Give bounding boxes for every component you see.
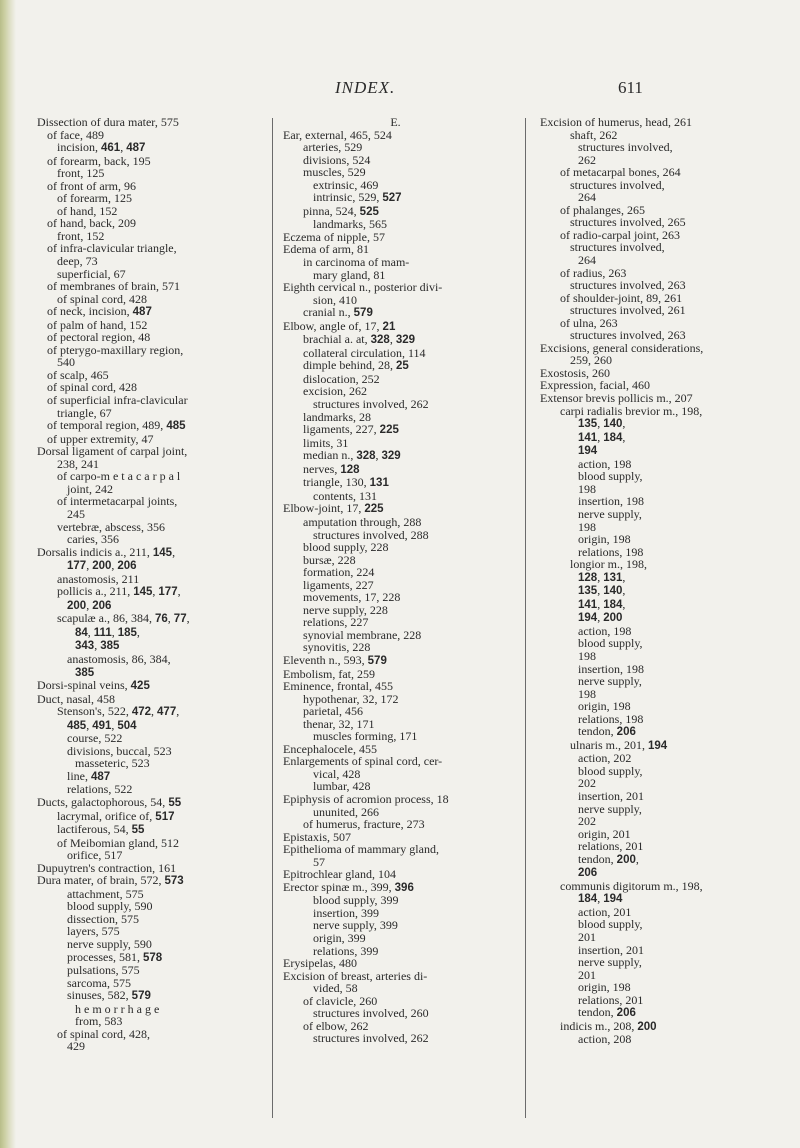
index-entry: 198 bbox=[578, 481, 596, 496]
index-entry: h e m o r r h a g e bbox=[75, 1001, 160, 1016]
index-entry: Ducts, galactophorous, 54, 55 bbox=[37, 794, 182, 809]
bold-page-ref: 573 bbox=[164, 875, 184, 888]
index-entry: relations, 201 bbox=[578, 839, 644, 854]
index-entry: hypothenar, 32, 172 bbox=[303, 691, 399, 706]
index-entry: action, 208 bbox=[578, 1032, 632, 1047]
index-entry: brachial a. at, 328, 329 bbox=[303, 332, 416, 347]
index-entry: of clavicle, 260 bbox=[303, 993, 378, 1008]
bold-page-ref: 184 bbox=[603, 431, 623, 444]
index-entry: 198 bbox=[578, 686, 596, 701]
bold-page-ref: 128 bbox=[578, 571, 598, 584]
bold-page-ref: 111 bbox=[93, 626, 112, 639]
index-entry: origin, 198 bbox=[578, 699, 631, 714]
index-entry: of shoulder-joint, 89, 261 bbox=[560, 290, 683, 305]
index-entry: masseteric, 523 bbox=[75, 756, 150, 771]
bold-page-ref: 472 bbox=[131, 706, 152, 719]
index-entry: arteries, 529 bbox=[303, 140, 363, 155]
index-entry: Dupuytren's contraction, 161 bbox=[37, 860, 177, 875]
bold-page-ref: 77 bbox=[173, 613, 187, 626]
bold-page-ref: 206 bbox=[578, 867, 598, 880]
index-entry: nerve supply, bbox=[578, 801, 642, 816]
index-entry: origin, 198 bbox=[578, 980, 631, 995]
bold-page-ref: 578 bbox=[142, 951, 163, 964]
bold-page-ref: 385 bbox=[100, 640, 120, 653]
bold-page-ref: 55 bbox=[168, 796, 182, 809]
index-entry: origin, 198 bbox=[578, 532, 631, 547]
bold-page-ref: 487 bbox=[132, 306, 152, 319]
index-entry: 429 bbox=[67, 1039, 85, 1054]
index-entry: 485, 491, 504 bbox=[67, 717, 137, 732]
index-entry: action, 201 bbox=[578, 904, 632, 919]
index-entry: Eczema of nipple, 57 bbox=[283, 229, 385, 244]
index-entry: insertion, 399 bbox=[313, 905, 379, 920]
bold-page-ref: 525 bbox=[359, 205, 379, 218]
index-entry: of front of arm, 96 bbox=[47, 178, 136, 193]
index-entry: nerve supply, bbox=[578, 506, 642, 521]
index-entry: of hand, back, 209 bbox=[47, 216, 136, 231]
index-entry: insertion, 201 bbox=[578, 788, 644, 803]
index-entry: pinna, 524, 525 bbox=[303, 203, 379, 218]
index-entry: triangle, 67 bbox=[57, 405, 112, 420]
index-entry: ligaments, 227 bbox=[303, 577, 374, 592]
index-entry: nerve supply, 228 bbox=[303, 602, 388, 617]
index-entry: Stenson's, 522, 472, 477, bbox=[57, 704, 180, 719]
index-entry: Embolism, fat, 259 bbox=[283, 666, 375, 681]
index-entry: 540 bbox=[57, 355, 75, 370]
bold-page-ref: 141 bbox=[578, 598, 598, 611]
index-entry: of hand, 152 bbox=[57, 203, 118, 218]
bold-page-ref: 128 bbox=[340, 463, 360, 476]
index-entry: median n., 328, 329 bbox=[303, 448, 401, 463]
index-entry: origin, 399 bbox=[313, 931, 366, 945]
index-entry: blood supply, bbox=[578, 636, 643, 651]
index-entry: relations, 227 bbox=[303, 615, 369, 630]
index-entry: nerve supply, 590 bbox=[67, 937, 152, 951]
index-entry: of ulna, 263 bbox=[560, 315, 618, 330]
index-entry: landmarks, 28 bbox=[303, 409, 371, 424]
index-entry: lacrymal, orifice of, 517 bbox=[57, 808, 175, 823]
index-entry: blood supply, bbox=[578, 469, 643, 484]
index-entry: triangle, 130, 131 bbox=[303, 475, 389, 490]
index-entry: 184, 194 bbox=[578, 891, 623, 906]
section-letter: E. bbox=[390, 115, 401, 129]
bold-page-ref: 485 bbox=[67, 719, 87, 732]
bold-page-ref: 517 bbox=[155, 810, 175, 823]
index-entry: relations, 198 bbox=[578, 711, 644, 726]
index-entry: of pectoral region, 48 bbox=[47, 330, 151, 345]
index-entry: Epitrochlear gland, 104 bbox=[283, 867, 396, 882]
bold-page-ref: 200 bbox=[92, 560, 112, 573]
index-entry: deep, 73 bbox=[57, 254, 98, 269]
index-entry: sion, 410 bbox=[313, 292, 358, 307]
index-entry: ulnaris m., 201, 194 bbox=[570, 737, 668, 752]
bold-page-ref: 184 bbox=[578, 893, 598, 906]
index-entry: Excision of humerus, head, 261 bbox=[540, 115, 692, 129]
index-entry: Ear, external, 465, 524 bbox=[283, 127, 392, 142]
index-entry: 177, 200, 206 bbox=[67, 558, 137, 573]
bold-page-ref: 200 bbox=[616, 853, 636, 866]
bold-page-ref: 425 bbox=[130, 680, 150, 693]
index-entry: Excision of breast, arteries di- bbox=[283, 968, 428, 983]
index-entry: of intermetacarpal joints, bbox=[57, 494, 178, 509]
index-entry: front, 152 bbox=[57, 228, 105, 243]
index-entry: Encephalocele, 455 bbox=[283, 741, 377, 756]
index-entry: Exostosis, 260 bbox=[540, 365, 611, 380]
column-divider-1 bbox=[272, 118, 273, 1118]
index-entry: 141, 184, bbox=[578, 596, 626, 611]
index-entry: Erysipelas, 480 bbox=[283, 956, 357, 971]
index-entry: tendon, 200, bbox=[578, 851, 639, 866]
bold-page-ref: 396 bbox=[394, 881, 414, 894]
index-entry: blood supply, bbox=[578, 917, 643, 932]
bold-page-ref: 206 bbox=[616, 726, 636, 739]
index-entry: of spinal cord, 428 bbox=[57, 291, 147, 306]
index-entry: of spinal cord, 428, bbox=[57, 1026, 150, 1041]
index-entry: Eminence, frontal, 455 bbox=[283, 679, 393, 694]
index-entry: blood supply, 590 bbox=[67, 899, 153, 914]
index-entry: collateral circulation, 114 bbox=[303, 345, 426, 360]
bold-page-ref: 185 bbox=[117, 626, 137, 639]
index-entry: scapulæ a., 86, 384, 76, 77, bbox=[57, 611, 190, 626]
bold-page-ref: 184 bbox=[603, 598, 623, 611]
index-entry: limits, 31 bbox=[303, 435, 349, 450]
index-entry: of membranes of brain, 571 bbox=[47, 279, 180, 294]
index-entry: structures involved, 263 bbox=[570, 328, 686, 343]
index-entry: anastomosis, 211 bbox=[57, 571, 140, 586]
bold-page-ref: 579 bbox=[353, 307, 373, 320]
index-entry: indicis m., 208, 200 bbox=[560, 1018, 657, 1033]
index-entry: blood supply, 228 bbox=[303, 540, 389, 555]
index-entry: dislocation, 252 bbox=[303, 371, 380, 386]
bold-page-ref: 194 bbox=[578, 612, 598, 625]
index-column-2 bbox=[283, 116, 508, 1045]
page-number: 611 bbox=[618, 78, 643, 97]
index-entry: processes, 581, 578 bbox=[67, 949, 163, 964]
index-entry: vical, 428 bbox=[313, 766, 361, 781]
index-entry: pulsations, 575 bbox=[67, 963, 140, 978]
index-entry: extrinsic, 469 bbox=[313, 177, 379, 192]
index-entry: from, 583 bbox=[75, 1014, 123, 1029]
index-entry: movements, 17, 228 bbox=[303, 590, 401, 605]
index-entry: shaft, 262 bbox=[570, 127, 618, 142]
index-entry: structures involved, 261 bbox=[570, 303, 686, 318]
index-entry: 198 bbox=[578, 519, 596, 534]
bold-page-ref: 200 bbox=[637, 1020, 657, 1033]
index-entry: Eleventh n., 593, 579 bbox=[283, 652, 387, 667]
bold-page-ref: 579 bbox=[367, 654, 387, 667]
bold-page-ref: 328 bbox=[356, 450, 376, 463]
index-entry: 201 bbox=[578, 930, 596, 944]
index-entry: insertion, 198 bbox=[578, 494, 644, 509]
index-entry: structures involved, bbox=[570, 240, 665, 255]
bold-page-ref: 225 bbox=[379, 424, 399, 437]
index-entry: Dissection of dura mater, 575 bbox=[37, 115, 179, 129]
index-entry: pollicis a., 211, 145, 177, bbox=[57, 584, 181, 599]
index-entry: vided, 58 bbox=[313, 981, 358, 996]
index-column-1 bbox=[37, 116, 267, 1053]
index-entry: structures involved, 265 bbox=[570, 215, 686, 230]
index-entry: relations, 198 bbox=[578, 544, 644, 559]
index-entry: 128, 131, bbox=[578, 569, 626, 584]
index-entry: of radio-carpal joint, 263 bbox=[560, 227, 680, 242]
bold-page-ref: 177 bbox=[67, 560, 87, 573]
column-divider-2 bbox=[525, 118, 526, 1118]
bold-page-ref: 194 bbox=[648, 739, 668, 752]
index-entry: Dorsal ligament of carpal joint, bbox=[37, 444, 188, 459]
bold-page-ref: 177 bbox=[158, 586, 178, 599]
index-entry: Edema of arm, 81 bbox=[283, 242, 369, 257]
bold-page-ref: 579 bbox=[131, 990, 151, 1003]
index-entry: Epiphysis of acromion process, 18 bbox=[283, 791, 449, 806]
index-entry bbox=[37, 666, 267, 680]
index-entry: nerve supply, bbox=[578, 955, 642, 970]
index-entry: dissection, 575 bbox=[67, 911, 139, 926]
index-entry: of elbow, 262 bbox=[303, 1018, 369, 1033]
bold-page-ref: 491 bbox=[92, 719, 112, 732]
index-entry: lactiferous, 54, 55 bbox=[57, 822, 145, 837]
index-entry: of radius, 263 bbox=[560, 265, 627, 280]
index-entry: structures involved, bbox=[570, 177, 665, 192]
index-entry: thenar, 32, 171 bbox=[303, 716, 375, 731]
bold-page-ref: 504 bbox=[117, 719, 137, 732]
index-entry: of carpo-m e t a c a r p a l bbox=[57, 469, 181, 484]
index-entry: ununited, 266 bbox=[313, 804, 379, 819]
index-entry: of superficial infra-clavicular bbox=[47, 393, 188, 408]
index-entry bbox=[540, 444, 768, 458]
index-entry: blood supply, 399 bbox=[313, 893, 399, 908]
index-entry: intrinsic, 529, 527 bbox=[313, 190, 402, 205]
index-entry: 259, 260 bbox=[570, 353, 612, 368]
index-entry: Epithelioma of mammary gland, bbox=[283, 842, 439, 857]
index-entry: divisions, buccal, 523 bbox=[67, 743, 172, 758]
bold-page-ref: 225 bbox=[364, 503, 384, 516]
index-entry: Dorsalis indicis a., 211, 145, bbox=[37, 544, 176, 559]
index-entry: Elbow, angle of, 17, 21 bbox=[283, 318, 396, 333]
bold-page-ref: 55 bbox=[131, 824, 145, 837]
index-entry: dimple behind, 28, 25 bbox=[303, 358, 409, 373]
bold-page-ref: 131 bbox=[369, 477, 389, 490]
index-entry: Epistaxis, 507 bbox=[283, 829, 351, 844]
bold-page-ref: 343 bbox=[75, 640, 95, 653]
index-entry: 202 bbox=[578, 776, 596, 791]
index-entry: anastomosis, 86, 384, bbox=[67, 651, 171, 666]
index-entry: tendon, 206 bbox=[578, 1005, 636, 1020]
bold-page-ref: 206 bbox=[117, 560, 137, 573]
index-entry: superficial, 67 bbox=[57, 266, 126, 281]
index-entry: bursæ, 228 bbox=[303, 552, 356, 567]
index-entry: attachment, 575 bbox=[67, 886, 144, 901]
bold-page-ref: 131 bbox=[603, 571, 623, 584]
bold-page-ref: 76 bbox=[155, 613, 168, 626]
bold-page-ref: 200 bbox=[67, 599, 87, 612]
index-entry: 194, 200 bbox=[578, 610, 623, 625]
index-entry: nerve supply, 399 bbox=[313, 918, 398, 933]
index-entry: 198 bbox=[578, 648, 596, 663]
index-entry: caries, 356 bbox=[67, 532, 119, 547]
bold-page-ref: 527 bbox=[382, 192, 402, 205]
bold-page-ref: 461 bbox=[101, 142, 121, 155]
index-entry: in carcinoma of mam- bbox=[303, 255, 410, 270]
index-entry: muscles forming, 171 bbox=[313, 729, 418, 744]
index-entry: synovial membrane, 228 bbox=[303, 627, 422, 642]
index-entry: origin, 201 bbox=[578, 826, 631, 841]
index-entry: front, 125 bbox=[57, 166, 105, 181]
index-entry: carpi radialis brevior m., 198, bbox=[560, 403, 703, 418]
bold-page-ref: 487 bbox=[126, 142, 146, 155]
scan-edge bbox=[0, 0, 16, 1148]
index-entry: formation, 224 bbox=[303, 565, 375, 580]
index-entry: line, 487 bbox=[67, 768, 111, 783]
bold-page-ref: 328 bbox=[370, 334, 390, 347]
index-entry: nerves, 128 bbox=[303, 461, 360, 476]
index-entry: Expression, facial, 460 bbox=[540, 378, 650, 393]
bold-page-ref: 194 bbox=[603, 893, 623, 906]
index-entry: of humerus, fracture, 273 bbox=[303, 817, 425, 832]
index-entry: lumbar, 428 bbox=[313, 779, 371, 794]
index-entry: structures involved, 260 bbox=[313, 1006, 429, 1021]
index-entry bbox=[540, 866, 768, 880]
index-entry: 135, 140, bbox=[578, 416, 626, 431]
bold-page-ref: 194 bbox=[578, 445, 598, 458]
index-entry: vertebræ, abscess, 356 bbox=[57, 519, 165, 534]
index-entry: of spinal cord, 428 bbox=[47, 380, 137, 395]
index-entry: of neck, incision, 487 bbox=[47, 304, 152, 319]
index-entry: 201 bbox=[578, 967, 596, 982]
index-entry: course, 522 bbox=[67, 731, 123, 746]
bold-page-ref: 145 bbox=[152, 546, 173, 559]
index-entry: landmarks, 565 bbox=[313, 217, 387, 232]
index-entry: ligaments, 227, 225 bbox=[303, 422, 399, 437]
index-entry: of infra-clavicular triangle, bbox=[47, 241, 177, 256]
index-entry: 57 bbox=[313, 854, 325, 869]
index-entry: of phalanges, 265 bbox=[560, 202, 645, 217]
index-entry: 202 bbox=[578, 814, 596, 829]
index-entry: of scalp, 465 bbox=[47, 367, 109, 382]
bold-page-ref: 329 bbox=[395, 334, 416, 347]
bold-page-ref: 385 bbox=[75, 666, 95, 679]
index-entry: joint, 242 bbox=[67, 481, 114, 496]
index-entry: amputation through, 288 bbox=[303, 514, 422, 529]
index-entry: Elbow-joint, 17, 225 bbox=[283, 501, 384, 516]
index-entry: 84, 111, 185, bbox=[75, 624, 140, 639]
page-title: INDEX. bbox=[335, 78, 396, 97]
bold-page-ref: 84 bbox=[75, 626, 88, 639]
bold-page-ref: 25 bbox=[396, 360, 409, 373]
index-entry: 245 bbox=[67, 506, 85, 521]
index-entry: Excisions, general considerations, bbox=[540, 340, 704, 355]
index-entry: 238, 241 bbox=[57, 456, 99, 471]
index-entry: mary gland, 81 bbox=[313, 267, 386, 282]
bold-page-ref: 141 bbox=[578, 431, 598, 444]
index-entry: divisions, 524 bbox=[303, 152, 371, 167]
index-entry: 264 bbox=[578, 190, 596, 205]
index-entry: structures involved, 262 bbox=[313, 397, 429, 412]
index-entry: of pterygo-maxillary region, bbox=[47, 342, 184, 357]
index-entry: of temporal region, 489, 485 bbox=[47, 418, 186, 433]
index-entry: of face, 489 bbox=[47, 127, 104, 142]
index-entry: 264 bbox=[578, 253, 596, 268]
index-entry: Erector spinæ m., 399, 396 bbox=[283, 879, 414, 894]
bold-page-ref: 140 bbox=[603, 418, 623, 431]
index-entry: synovitis, 228 bbox=[303, 640, 371, 655]
index-entry: action, 198 bbox=[578, 623, 632, 638]
index-entry: Duct, nasal, 458 bbox=[37, 691, 115, 706]
index-entry: 262 bbox=[578, 152, 596, 167]
index-entry: action, 202 bbox=[578, 751, 632, 766]
index-entry: sarcoma, 575 bbox=[67, 975, 131, 990]
index-entry: 343, 385 bbox=[75, 638, 120, 653]
bold-page-ref: 206 bbox=[92, 599, 112, 612]
index-entry: structures involved, 262 bbox=[313, 1031, 429, 1046]
index-entry: action, 198 bbox=[578, 456, 632, 471]
index-entry: parietal, 456 bbox=[303, 704, 363, 719]
bold-page-ref: 485 bbox=[166, 420, 186, 433]
bold-page-ref: 135 bbox=[578, 585, 598, 598]
index-column-3 bbox=[540, 116, 768, 1046]
index-entry: tendon, 206 bbox=[578, 724, 636, 739]
bold-page-ref: 145 bbox=[133, 586, 153, 599]
index-entry: blood supply, bbox=[578, 763, 643, 778]
bold-page-ref: 140 bbox=[603, 585, 623, 598]
bold-page-ref: 477 bbox=[157, 706, 177, 719]
index-entry: of palm of hand, 152 bbox=[47, 317, 148, 332]
bold-page-ref: 200 bbox=[603, 612, 623, 625]
index-entry: muscles, 529 bbox=[303, 165, 366, 180]
index-entry: 141, 184, bbox=[578, 429, 626, 444]
index-entry: structures involved, bbox=[578, 140, 673, 155]
index-entry: 200, 206 bbox=[67, 597, 112, 612]
index-entry: of Meibomian gland, 512 bbox=[57, 835, 179, 850]
index-entry: orifice, 517 bbox=[67, 848, 123, 863]
index-entry: relations, 201 bbox=[578, 992, 644, 1007]
page-header bbox=[0, 78, 800, 98]
index-entry: of forearm, back, 195 bbox=[47, 153, 151, 168]
index-entry: 135, 140, bbox=[578, 583, 626, 598]
bold-page-ref: 135 bbox=[578, 418, 598, 431]
index-entry: cranial n., 579 bbox=[303, 305, 373, 320]
index-entry: contents, 131 bbox=[313, 488, 377, 503]
bold-page-ref: 487 bbox=[91, 770, 111, 783]
index-entry: of forearm, 125 bbox=[57, 191, 132, 206]
index-entry: Dorsi-spinal veins, 425 bbox=[37, 678, 150, 693]
index-entry: Enlargements of spinal cord, cer- bbox=[283, 754, 443, 769]
index-entry: Dura mater, of brain, 572, 573 bbox=[37, 873, 184, 888]
index-entry: structures involved, 263 bbox=[570, 278, 686, 293]
index-entry: sinuses, 582, 579 bbox=[67, 988, 151, 1003]
index-entry: structures involved, 288 bbox=[313, 527, 429, 542]
index-entry: communis digitorum m., 198, bbox=[560, 878, 703, 893]
bold-page-ref: 206 bbox=[616, 1007, 636, 1020]
index-entry: nerve supply, bbox=[578, 674, 642, 689]
index-entry: layers, 575 bbox=[67, 924, 120, 939]
index-entry: Eighth cervical n., posterior divi- bbox=[283, 280, 443, 295]
bold-page-ref: 329 bbox=[381, 450, 401, 463]
index-entry: longior m., 198, bbox=[570, 557, 647, 572]
index-entry: relations, 522 bbox=[67, 782, 133, 797]
index-entry: insertion, 201 bbox=[578, 942, 644, 957]
index-entry: excision, 262 bbox=[303, 384, 367, 399]
bold-page-ref: 21 bbox=[382, 320, 396, 333]
index-entry: of upper extremity, 47 bbox=[47, 431, 154, 446]
index-entry: Extensor brevis pollicis m., 207 bbox=[540, 391, 693, 406]
index-entry: incision, 461, 487 bbox=[57, 140, 146, 155]
index-entry: insertion, 198 bbox=[578, 661, 644, 676]
index-entry: of metacarpal bones, 264 bbox=[560, 165, 681, 180]
index-entry: relations, 399 bbox=[313, 943, 379, 958]
